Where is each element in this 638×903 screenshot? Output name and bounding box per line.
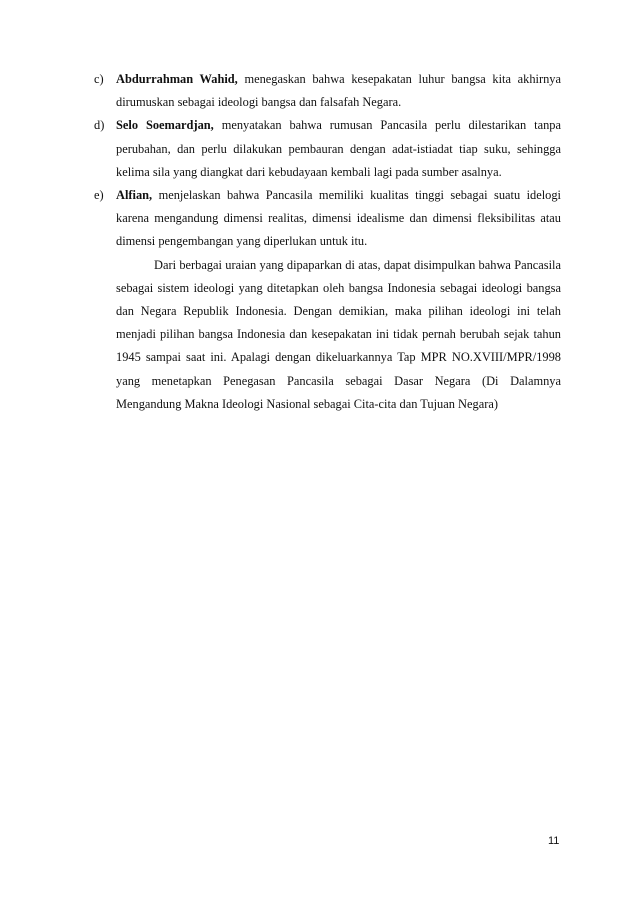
page-number: 11 [548, 835, 560, 847]
person-name: Selo Soemardjan, [116, 118, 214, 133]
list-item-text: menyatakan bahwa rumusan Pancasila perlu dilestarikan tanpa perubahan, dan perlu dilakukan pembauran dengan adat-istiadat tiap suku, sehingga kelima sila yang diangkat dari kebudayaan kembali lagi pada sumber asalnya. [116, 118, 562, 179]
list-item-text: menjelaskan bahwa Pancasila memiliki kualitas tinggi sebagai suatu idelogi karena mengandung dimensi realitas, dimensi idealisme dan dimensi fleksibilitas atau dimensi pengembangan yang diperlukan untuk itu. [116, 188, 561, 249]
conclusion-paragraph: Dari berbagai uraian yang dipaparkan di atas, dapat disimpulkan bahwa Pancasila sebagai sistem ideologi yang ditetapkan oleh bangsa Indonesia sebagai ideologi bangsa dan Negara Republik Indonesia. Dengan demikian, maka pilihan ideologi ini telah menjadi pilihan bangsa Indonesia dan kesepakatan ini tidak pernah berubah sejak tahun 1945 sampai saat ini. Apalagi dengan dikeluarkannya Tap MPR NO.XVIII/MPR/1998 yang menetapkan Penegasan Pancasila sebagai Dasar Negara (Di Dalamnya Mengandung Makna Ideologi Nasional sebagai Cita-cita dan Tujuan Negara) [116, 257, 561, 411]
list-marker: e) [94, 188, 104, 203]
list-item-selo-soemardjan [94, 114, 561, 184]
person-name: Alfian, [116, 188, 153, 203]
list-marker: d) [94, 118, 105, 133]
page-content [94, 68, 561, 416]
list-marker: c) [94, 72, 104, 86]
person-name: Abdurrahman Wahid, [116, 72, 238, 86]
list-item-alfian [94, 184, 561, 254]
list-item-text: menegaskan bahwa kesepakatan luhur bangsa kita akhirnya dirumuskan sebagai ideologi bangsa dan falsafah Negara. [116, 72, 561, 110]
list-item-abdurrahman-wahid [94, 68, 561, 114]
